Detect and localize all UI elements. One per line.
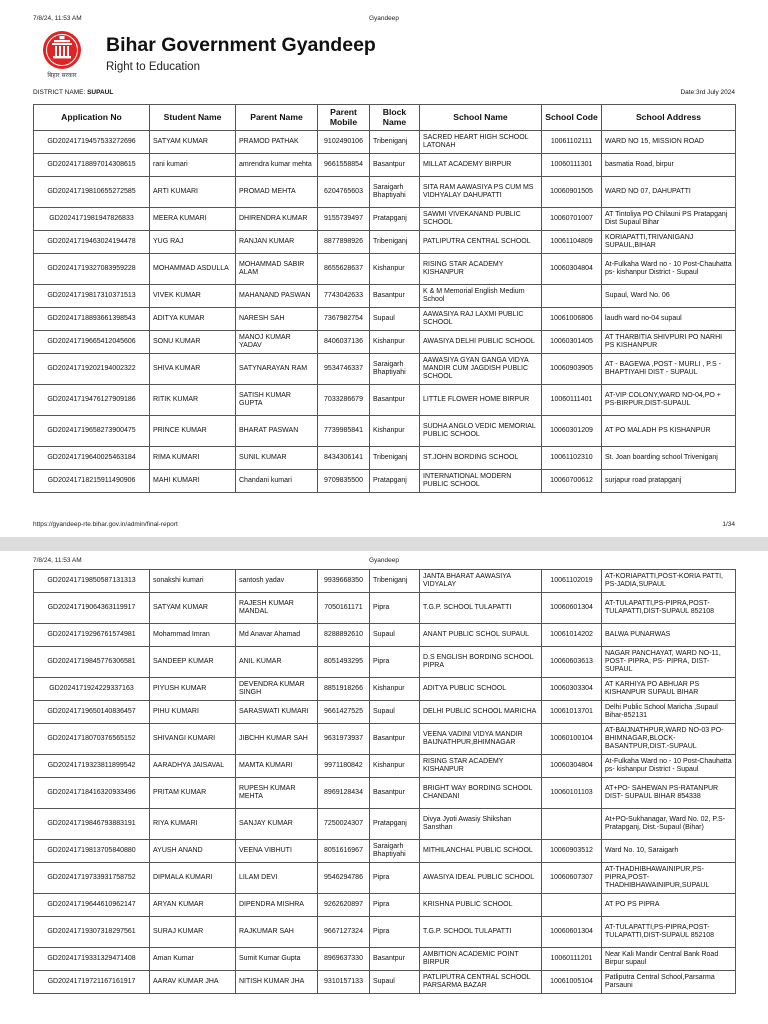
parent-mobile-cell: 9667127324 [318, 917, 370, 948]
print-datetime: 7/8/24, 11:53 AM [33, 15, 82, 22]
application-no-cell: GD20241719733931758752 [34, 863, 150, 894]
school-code-cell: 10060111401 [542, 385, 602, 416]
student-name-cell: AYUSH ANAND [150, 840, 236, 863]
student-name-cell: RIYA KUMARI [150, 809, 236, 840]
parent-mobile-cell: 7739985841 [318, 416, 370, 447]
application-no-cell: GD20241719846793883191 [34, 809, 150, 840]
school-address-cell: WARD NO 07, DAHUPATTI [602, 177, 736, 208]
application-no-cell: GD20241719202194002322 [34, 354, 150, 385]
school-name-cell: AAWASIYA RAJ LAXMI PUBLIC SCHOOL [420, 308, 542, 331]
application-no-cell: GD20241719640025463184 [34, 447, 150, 470]
table-row [34, 593, 736, 624]
table-row [34, 308, 736, 331]
parent-mobile-cell: 8051493295 [318, 647, 370, 678]
table-row [34, 208, 736, 231]
application-no-cell: GD20241719845776306581 [34, 647, 150, 678]
student-name-cell: PRINCE KUMAR [150, 416, 236, 447]
page-separator [0, 537, 768, 551]
school-code-cell: 10060903905 [542, 354, 602, 385]
school-address-cell: AT-VIP COLONY,WARD NO-04,PO + PS-BIRPUR,DIST-SUPAUL [602, 385, 736, 416]
parent-mobile-cell: 9661427525 [318, 701, 370, 724]
parent-name-cell: LILAM DEVI [236, 863, 318, 894]
table-row [34, 678, 736, 701]
parent-name-cell: SUNIL KUMAR [236, 447, 318, 470]
table-header-row [34, 105, 736, 131]
school-code-cell: 10060301209 [542, 416, 602, 447]
application-no-cell: GD20241719323811899542 [34, 755, 150, 778]
block-name-cell: Supaul [370, 971, 420, 994]
table-row [34, 416, 736, 447]
parent-mobile-cell: 7250024307 [318, 809, 370, 840]
parent-mobile-cell: 9971180842 [318, 755, 370, 778]
school-name-cell: DELHI PUBLIC SCHOOL MARICHA [420, 701, 542, 724]
school-name-cell: AAWASIYA GYAN GANGA VIDYA MANDIR CUM JAGDISH PUBLIC SCHOOL [420, 354, 542, 385]
school-code-cell: 10061102310 [542, 447, 602, 470]
school-name-cell: K & M Memorial English Medium School [420, 285, 542, 308]
application-no-cell: GD20241719064363119917 [34, 593, 150, 624]
block-name-cell: Tribeniganj [370, 131, 420, 154]
school-name-cell: ANANT PUBLIC SCHOL SUPAUL [420, 624, 542, 647]
parent-mobile-cell: 8406037136 [318, 331, 370, 354]
school-code-cell: 10060111201 [542, 948, 602, 971]
block-name-cell: Pratapganj [370, 809, 420, 840]
school-address-cell: AT THARBITIA SHIVPURI PO NARHI PS KISHANPUR [602, 331, 736, 354]
block-name-cell: Basantpur [370, 385, 420, 416]
parent-name-cell: SARASWATI KUMARI [236, 701, 318, 724]
school-code-cell [542, 894, 602, 917]
table-row [34, 331, 736, 354]
school-address-cell: KORIAPATTI,TRIVANIGANJ SUPAUL,BIHAR [602, 231, 736, 254]
report-url: https://gyandeep-rte.bihar.gov.in/admin/final-report [33, 521, 178, 528]
application-no-cell: GD20241719476127909186 [34, 385, 150, 416]
table-row [34, 285, 736, 308]
table-row [34, 570, 736, 593]
student-name-cell: rani kumari [150, 154, 236, 177]
parent-mobile-cell: 8288892610 [318, 624, 370, 647]
school-code-cell: 10060301405 [542, 331, 602, 354]
application-no-cell: GD20241718897014308615 [34, 154, 150, 177]
parent-name-cell: VEENA VIBHUTI [236, 840, 318, 863]
block-name-cell: Saraigarh Bhaptiyahi [370, 354, 420, 385]
school-code-cell: 10061102111 [542, 131, 602, 154]
school-name-cell: RISING STAR ACADEMY KISHANPUR [420, 755, 542, 778]
block-name-cell: Kishanpur [370, 331, 420, 354]
school-name-cell: KRISHNA PUBLIC SCHOOL [420, 894, 542, 917]
parent-mobile-cell: 7367982754 [318, 308, 370, 331]
page-number: 1/34 [722, 521, 735, 528]
school-address-cell: AT-BAIJNATHPUR,WARD NO-03 PO-BHIMNAGAR,BLOCK-BASANTPUR,DIST.-SUPAUL [602, 724, 736, 755]
block-name-cell: Basantpur [370, 724, 420, 755]
student-name-cell: VIVEK KUMAR [150, 285, 236, 308]
block-name-cell: Kishanpur [370, 416, 420, 447]
school-name-cell: SAWMI VIVEKANAND PUBLIC SCHOOL [420, 208, 542, 231]
print-datetime-2: 7/8/24, 11:53 AM [33, 557, 82, 564]
school-code-cell: 10060601304 [542, 917, 602, 948]
school-name-cell: SUDHA ANGLO VEDIC MEMORIAL PUBLIC SCHOOL [420, 416, 542, 447]
student-name-cell: MAHI KUMARI [150, 470, 236, 493]
school-name-cell: BRIGHT WAY BORDING SCHOOL CHANDANI [420, 778, 542, 809]
parent-name-cell: DEVENDRA KUMAR SINGH [236, 678, 318, 701]
col-header-school-address: School Address [602, 105, 736, 131]
block-name-cell: Basantpur [370, 778, 420, 809]
school-name-cell: VEENA VADINI VIDYA MANDIR BAIJNATHPUR,BHIMNAGAR [420, 724, 542, 755]
school-name-cell: AWASIYA DELHI PUBLIC SCHOOL [420, 331, 542, 354]
application-no-cell: GD20241719817310371513 [34, 285, 150, 308]
report-date: Date:3rd July 2024 [680, 89, 735, 96]
school-code-cell: 10060100104 [542, 724, 602, 755]
parent-name-cell: RANJAN KUMAR [236, 231, 318, 254]
school-code-cell: 10061104809 [542, 231, 602, 254]
parent-name-cell: RAJESH KUMAR MANDAL [236, 593, 318, 624]
school-name-cell: PATLIPUTRA CENTRAL SCHOOL PARSARMA BAZAR [420, 971, 542, 994]
application-no-cell: GD20241719850587131313 [34, 570, 150, 593]
parent-mobile-cell: 9262620897 [318, 894, 370, 917]
table-row [34, 647, 736, 678]
block-name-cell: Kishanpur [370, 254, 420, 285]
parent-mobile-cell: 9102490106 [318, 131, 370, 154]
col-header-school-name: School Name [420, 105, 542, 131]
student-name-cell: AARADHYA JAISAVAL [150, 755, 236, 778]
school-code-cell: 10060304804 [542, 254, 602, 285]
table-row [34, 755, 736, 778]
block-name-cell: Kishanpur [370, 678, 420, 701]
student-name-cell: ARYAN KUMAR [150, 894, 236, 917]
table-row [34, 154, 736, 177]
parent-name-cell: Md Anavar Ahamad [236, 624, 318, 647]
school-address-cell: Near Kali Mandir Central Bank Road Birpur supaul [602, 948, 736, 971]
student-name-cell: RITIK KUMAR [150, 385, 236, 416]
student-name-cell: ARTI KUMARI [150, 177, 236, 208]
application-no-cell: GD20241719665412045606 [34, 331, 150, 354]
student-name-cell: Mohammad Imran [150, 624, 236, 647]
student-name-cell: ADITYA KUMAR [150, 308, 236, 331]
applications-table-page-1 [33, 104, 736, 493]
block-name-cell: Basantpur [370, 154, 420, 177]
school-address-cell: AT PO MALADH PS KISHANPUR [602, 416, 736, 447]
parent-mobile-cell: 8655628637 [318, 254, 370, 285]
parent-name-cell: MAMTA KUMARI [236, 755, 318, 778]
student-name-cell: SONU KUMAR [150, 331, 236, 354]
student-name-cell: PIHU KUMARI [150, 701, 236, 724]
parent-mobile-cell: 7050161171 [318, 593, 370, 624]
report-page-2 [0, 551, 768, 1024]
block-name-cell: Pratapganj [370, 470, 420, 493]
parent-name-cell: SATYNARAYAN RAM [236, 354, 318, 385]
parent-name-cell: MANOJ KUMAR YADAV [236, 331, 318, 354]
application-no-cell: GD20241719650140836457 [34, 701, 150, 724]
table-row [34, 863, 736, 894]
block-name-cell: Supaul [370, 624, 420, 647]
parent-mobile-cell: 8051616967 [318, 840, 370, 863]
print-site-name-2: Gyandeep [369, 557, 399, 564]
parent-mobile-cell: 7033286679 [318, 385, 370, 416]
parent-name-cell: Sumit Kumar Gupta [236, 948, 318, 971]
student-name-cell: SATYAM KUMAR [150, 131, 236, 154]
parent-name-cell: BHARAT PASWAN [236, 416, 318, 447]
table-row [34, 177, 736, 208]
student-name-cell: SATYAM KUMAR [150, 593, 236, 624]
col-header-block-name: Block Name [370, 105, 420, 131]
school-name-cell: INTERNATIONAL MODERN PUBLIC SCHOOL [420, 470, 542, 493]
page-subtitle: Right to Education [106, 61, 200, 73]
block-name-cell: Pipra [370, 917, 420, 948]
application-no-cell: GD20241719721167161917 [34, 971, 150, 994]
application-no-cell: GD2024171981947826833 [34, 208, 150, 231]
school-name-cell: AMBITION ACADEMIC POINT BIRPUR [420, 948, 542, 971]
student-name-cell: AARAV KUMAR JHA [150, 971, 236, 994]
application-no-cell: GD20241719810655272585 [34, 177, 150, 208]
block-name-cell: Pipra [370, 894, 420, 917]
parent-name-cell: RAJKUMAR SAH [236, 917, 318, 948]
school-address-cell: At+PO-Sukhanagar, Ward No. 02, P.S-Pratapganj, Dist.-Supaul (Bihar) [602, 809, 736, 840]
school-address-cell: St. Joan boarding school Triveniganj [602, 447, 736, 470]
student-name-cell: PRITAM KUMAR [150, 778, 236, 809]
school-code-cell: 10060901505 [542, 177, 602, 208]
parent-name-cell: NARESH SAH [236, 308, 318, 331]
table-row [34, 254, 736, 285]
school-code-cell: 10060303304 [542, 678, 602, 701]
school-name-cell: JANTA BHARAT AAWASIYA VIDYALAY [420, 570, 542, 593]
col-header-student-name: Student Name [150, 105, 236, 131]
parent-name-cell: JIBCHH KUMAR SAH [236, 724, 318, 755]
block-name-cell: Tribeniganj [370, 447, 420, 470]
parent-name-cell: MOHAMMAD SABIR ALAM [236, 254, 318, 285]
student-name-cell: MOHAMMAD ASDULLA [150, 254, 236, 285]
block-name-cell: Basantpur [370, 948, 420, 971]
student-name-cell: DIPMALA KUMARI [150, 863, 236, 894]
parent-name-cell: Chandani kumari [236, 470, 318, 493]
application-no-cell: GD20241719307318297561 [34, 917, 150, 948]
applications-table-page-2 [33, 569, 736, 994]
student-name-cell: SHIVA KUMAR [150, 354, 236, 385]
school-code-cell: 10060101103 [542, 778, 602, 809]
school-address-cell: AT-KORIAPATTI,POST-KORIA PATTI, PS-JADIA,SUPAUL [602, 570, 736, 593]
application-no-cell: GD20241718893661398543 [34, 308, 150, 331]
school-address-cell: AT Tintoliya PO Chilauni PS Pratapganj Dist Supaul Bihar [602, 208, 736, 231]
school-address-cell: AT-THADHIBHAWAINIPUR,PS-PIPRA,POST-THADHIBHAWAINIPUR,SUPAUL [602, 863, 736, 894]
school-code-cell: 10061102019 [542, 570, 602, 593]
application-no-cell: GD20241719327083959228 [34, 254, 150, 285]
school-address-cell: At-Fulkaha Ward no - 10 Post-Chauhatta ps- kishanpur District - Supaul [602, 755, 736, 778]
block-name-cell: Tribeniganj [370, 231, 420, 254]
parent-mobile-cell: 8877898926 [318, 231, 370, 254]
parent-name-cell: NITISH KUMAR JHA [236, 971, 318, 994]
school-address-cell: Ward No. 10, Saraigarh [602, 840, 736, 863]
table-row [34, 701, 736, 724]
school-address-cell: AT+PO- SAHEWAN PS-RATANPUR DIST- SUPAUL BIHAR 854338 [602, 778, 736, 809]
school-address-cell: WARD NO 15, MISSION ROAD [602, 131, 736, 154]
block-name-cell: Pratapganj [370, 208, 420, 231]
school-name-cell: SITA RAM AAWASIYA PS CUM MS VIDHYALAY DAHUPATTI [420, 177, 542, 208]
school-address-cell: AT KARHIYA PO ABHUAR PS KISHANPUR SUPAUL BIHAR [602, 678, 736, 701]
school-address-cell: AT-TULAPATTI,PS-PIPRA,POST-TULAPATTI,DIST-SUPAUL 852108 [602, 593, 736, 624]
parent-name-cell: SATISH KUMAR GUPTA [236, 385, 318, 416]
table-row [34, 354, 736, 385]
parent-mobile-cell: 9310157133 [318, 971, 370, 994]
school-address-cell: BALWA PUNARWAS [602, 624, 736, 647]
school-name-cell: ST.JOHN BORDING SCHOOL [420, 447, 542, 470]
parent-name-cell: ANIL KUMAR [236, 647, 318, 678]
school-name-cell: MILLAT ACADEMY BIRPUR [420, 154, 542, 177]
school-code-cell: 10061006806 [542, 308, 602, 331]
school-name-cell: SACRED HEART HIGH SCHOOL LATONAH [420, 131, 542, 154]
bihar-emblem-logo [37, 29, 87, 81]
application-no-cell: GD20241718215911490906 [34, 470, 150, 493]
school-name-cell: AWASIYA IDEAL PUBLIC SCHOOL [420, 863, 542, 894]
school-name-cell: MITHILANCHAL PUBLIC SCHOOL [420, 840, 542, 863]
application-no-cell: GD20241719331329471408 [34, 948, 150, 971]
table-row [34, 470, 736, 493]
school-name-cell: Divya Jyoti Awasiy Shikshan Sansthan [420, 809, 542, 840]
table-row [34, 447, 736, 470]
parent-mobile-cell: 8851918266 [318, 678, 370, 701]
school-address-cell: AT PO PS PIPRA [602, 894, 736, 917]
application-no-cell: GD20241718416320933496 [34, 778, 150, 809]
parent-mobile-cell: 9709835500 [318, 470, 370, 493]
student-name-cell: RIMA KUMARI [150, 447, 236, 470]
parent-mobile-cell: 8434306141 [318, 447, 370, 470]
parent-mobile-cell: 9534746337 [318, 354, 370, 385]
table-row [34, 917, 736, 948]
student-name-cell: SHIVANGI KUMARI [150, 724, 236, 755]
school-name-cell: T.G.P. SCHOOL TULAPATTI [420, 917, 542, 948]
school-code-cell: 10060304804 [542, 755, 602, 778]
block-name-cell: Pipra [370, 863, 420, 894]
parent-name-cell: PRAMOD PATHAK [236, 131, 318, 154]
district-value: SUPAUL [87, 89, 114, 96]
parent-mobile-cell: 6204765603 [318, 177, 370, 208]
school-address-cell: Supaul, Ward No. 06 [602, 285, 736, 308]
application-no-cell: GD20241719296761574981 [34, 624, 150, 647]
col-header-parent-name: Parent Name [236, 105, 318, 131]
table-row [34, 809, 736, 840]
school-code-cell: 10060903512 [542, 840, 602, 863]
block-name-cell: Pipra [370, 647, 420, 678]
table-row [34, 724, 736, 755]
block-name-cell: Basantpur [370, 285, 420, 308]
col-header-parent-mobile: Parent Mobile [318, 105, 370, 131]
student-name-cell: MEERA KUMARI [150, 208, 236, 231]
table-row [34, 971, 736, 994]
parent-name-cell: MAHANAND PASWAN [236, 285, 318, 308]
application-no-cell: GD20241719813705840880 [34, 840, 150, 863]
student-name-cell: sonakshi kumari [150, 570, 236, 593]
col-header-application-no: Application No [34, 105, 150, 131]
student-name-cell: Aman Kumar [150, 948, 236, 971]
school-address-cell: basmatia Road, birpur [602, 154, 736, 177]
application-no-cell: GD20241719463024194478 [34, 231, 150, 254]
page-title: Bihar Government Gyandeep [106, 34, 376, 56]
school-code-cell: 10060607307 [542, 863, 602, 894]
parent-name-cell: amrendra kumar mehta [236, 154, 318, 177]
school-address-cell: NAGAR PANCHAYAT, WARD NO-11, POST- PIPRA, PS- PIPRA, DIST- SUPAUL [602, 647, 736, 678]
table-row [34, 894, 736, 917]
student-name-cell: SURAJ KUMAR [150, 917, 236, 948]
school-code-cell: 10060111301 [542, 154, 602, 177]
parent-mobile-cell: 9939668350 [318, 570, 370, 593]
parent-mobile-cell: 8969128434 [318, 778, 370, 809]
school-address-cell: laudh ward no-04 supaul [602, 308, 736, 331]
application-no-cell: GD20241719644610962147 [34, 894, 150, 917]
block-name-cell: Saraigarh Bhaptiyahi [370, 177, 420, 208]
school-code-cell: 10061005104 [542, 971, 602, 994]
table-row [34, 624, 736, 647]
district-label: DISTRICT NAME: [33, 89, 86, 96]
block-name-cell: Supaul [370, 701, 420, 724]
table-row [34, 131, 736, 154]
school-code-cell [542, 809, 602, 840]
parent-mobile-cell: 9155739497 [318, 208, 370, 231]
school-name-cell: LITTLE FLOWER HOME BIRPUR [420, 385, 542, 416]
application-no-cell: GD20241718070376565152 [34, 724, 150, 755]
block-name-cell: Kishanpur [370, 755, 420, 778]
table-row [34, 778, 736, 809]
district-info [33, 89, 113, 96]
school-code-cell [542, 285, 602, 308]
table-row [34, 948, 736, 971]
school-code-cell: 10061013701 [542, 701, 602, 724]
parent-name-cell: DHIRENDRA KUMAR [236, 208, 318, 231]
school-name-cell: PATLIPUTRA CENTRAL SCHOOL [420, 231, 542, 254]
school-code-cell: 10060603613 [542, 647, 602, 678]
parent-name-cell: DIPENDRA MISHRA [236, 894, 318, 917]
school-code-cell: 10060701007 [542, 208, 602, 231]
parent-name-cell: PROMAD MEHTA [236, 177, 318, 208]
application-no-cell: GD20241719658273900475 [34, 416, 150, 447]
parent-name-cell: SANJAY KUMAR [236, 809, 318, 840]
block-name-cell: Saraigarh Bhaptiyahi [370, 840, 420, 863]
block-name-cell: Supaul [370, 308, 420, 331]
student-name-cell: YUG RAJ [150, 231, 236, 254]
parent-mobile-cell: 7743042633 [318, 285, 370, 308]
table-row [34, 231, 736, 254]
application-no-cell: GD2024171924229337163 [34, 678, 150, 701]
block-name-cell: Tribeniganj [370, 570, 420, 593]
print-site-name: Gyandeep [369, 15, 399, 22]
student-name-cell: PIYUSH KUMAR [150, 678, 236, 701]
application-no-cell: GD20241719457533272696 [34, 131, 150, 154]
student-name-cell: SANDEEP KUMAR [150, 647, 236, 678]
school-address-cell: AT - BAGEWA ,POST - MURLI , P.S - BHAPTIYAHI DIST - SUPAUL [602, 354, 736, 385]
school-address-cell: AT-TULAPATTI,PS-PIPRA,POST-TULAPATTI,DIST-SUPAUL 852108 [602, 917, 736, 948]
parent-mobile-cell: 9631973937 [318, 724, 370, 755]
school-name-cell: RISING STAR ACADEMY KISHANPUR [420, 254, 542, 285]
col-header-school-code: School Code [542, 105, 602, 131]
school-name-cell: D.S ENGLISH BORDING SCHOOL PIPRA [420, 647, 542, 678]
parent-mobile-cell: 9546294786 [318, 863, 370, 894]
school-code-cell: 10060700612 [542, 470, 602, 493]
school-address-cell: surjapur road pratapganj [602, 470, 736, 493]
table-row [34, 385, 736, 416]
block-name-cell: Pipra [370, 593, 420, 624]
parent-mobile-cell: 8969637330 [318, 948, 370, 971]
school-code-cell: 10061014202 [542, 624, 602, 647]
school-name-cell: ADITYA PUBLIC SCHOOL [420, 678, 542, 701]
parent-mobile-cell: 9661558854 [318, 154, 370, 177]
school-address-cell: Patliputra Central School,Parsarma Parsauni [602, 971, 736, 994]
table-row [34, 840, 736, 863]
logo-caption: बिहार सरकार [47, 72, 77, 79]
school-name-cell: T.G.P. SCHOOL TULAPATTI [420, 593, 542, 624]
parent-name-cell: santosh yadav [236, 570, 318, 593]
parent-name-cell: RUPESH KUMAR MEHTA [236, 778, 318, 809]
school-address-cell: Delhi Public School Maricha ,Supaul Bihar-852131 [602, 701, 736, 724]
school-address-cell: At-Fulkaha Ward no - 10 Post-Chauhatta ps- kishanpur District - Supaul [602, 254, 736, 285]
school-code-cell: 10060601304 [542, 593, 602, 624]
